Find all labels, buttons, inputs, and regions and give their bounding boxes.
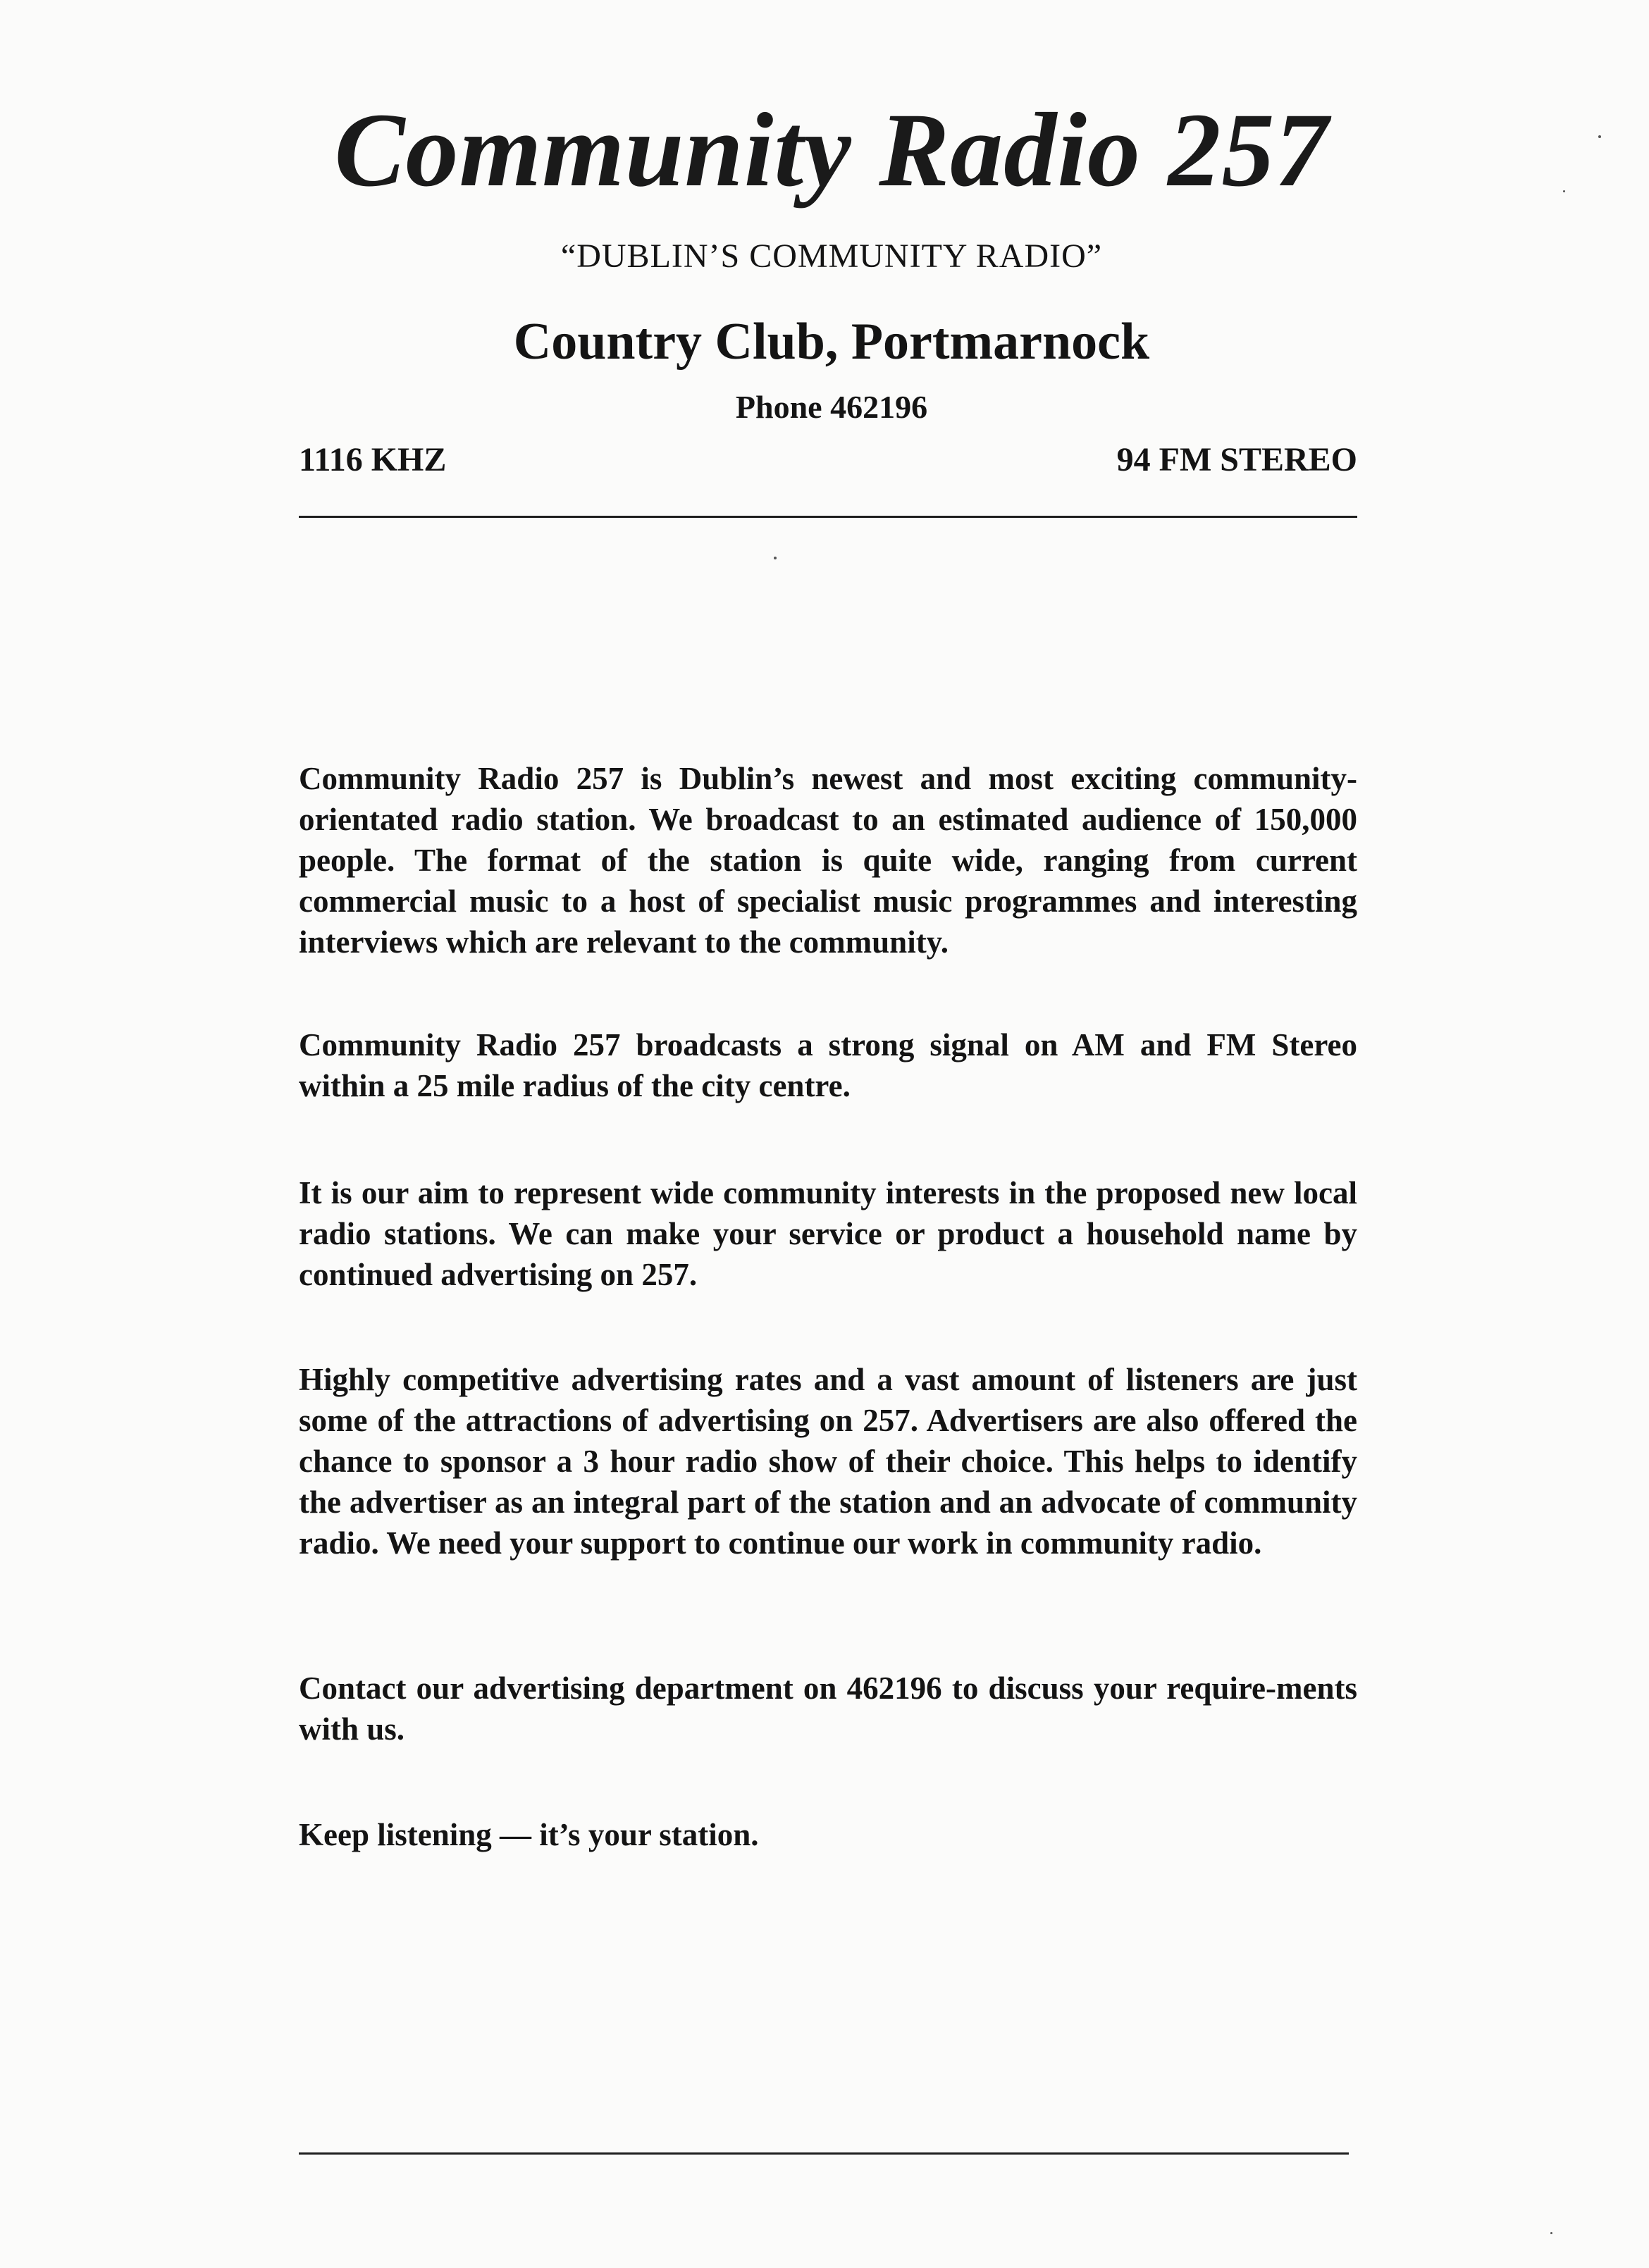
paper-speck <box>774 557 777 559</box>
header-divider <box>299 516 1357 518</box>
frequency-row <box>299 437 1357 483</box>
paper-speck <box>1598 135 1601 138</box>
paper-speck <box>1563 190 1565 192</box>
body-paragraph-intro: Community Radio 257 is Dublin’s newest and most exciting community-orientated radio station. We broadcast to an estimated audience of 150,000 people. The format of the station is quite wide, ranging from current commercial music to a host of specialist music programmes and interesting interviews which are relevant to the community. <box>299 761 1357 960</box>
am-frequency: 1116 KHZ <box>299 441 447 478</box>
letterhead-title: Community Radio 257 <box>334 92 1329 209</box>
footer-divider <box>299 2152 1349 2155</box>
body-paragraph-signal: Community Radio 257 broadcasts a strong signal on AM and FM Stereo within a 25 mile radius of the city centre. <box>299 1027 1357 1103</box>
paper-speck <box>1550 2232 1552 2234</box>
body-paragraph-aim: It is our aim to represent wide community interests in the proposed new local radio stations. We can make your service or product a household name by continued advertising on 257. <box>299 1175 1357 1292</box>
body-paragraph-signoff: Keep listening — it’s your station. <box>299 1817 759 1852</box>
fm-frequency: 94 FM STEREO <box>1116 441 1357 478</box>
letterhead-phone: Phone 462196 <box>735 389 928 425</box>
letterhead-tagline: “DUBLIN’S COMMUNITY RADIO” <box>560 237 1103 275</box>
letterhead-address: Country Club, Portmarnock <box>513 313 1150 371</box>
body-paragraph-advertising: Highly competitive advertising rates and a vast amount of listeners are just some of the attractions of advertising on 257. Advertisers are also offered the chance to sponsor a 3 hour radio show of their choice. This helps to identify the advertiser as an integral part of the station and an advocate of community radio. We need your support to continue our work in community radio. <box>299 1362 1357 1561</box>
body-paragraph-contact: Contact our advertising department on 462196 to discuss your require-ments with us. <box>299 1671 1357 1747</box>
